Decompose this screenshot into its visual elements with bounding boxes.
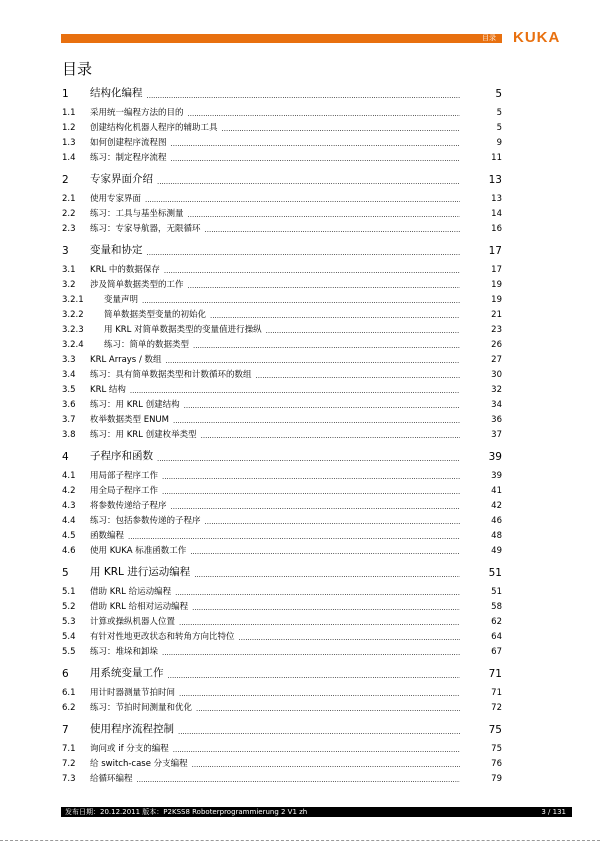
toc-entry[interactable] <box>62 118 502 133</box>
toc-leader-dots <box>128 533 460 541</box>
toc-entry-number: 4.6 <box>62 546 76 556</box>
toc-entry[interactable] <box>62 496 502 511</box>
toc-entry-title: 练习：简单的数据类型 <box>104 340 190 350</box>
toc-entry[interactable] <box>62 526 502 541</box>
toc-entry-number: 2 <box>62 174 69 186</box>
toc-leader-dots <box>205 226 460 234</box>
toc-entry-title: 练习：用 KRL 创建结构 <box>90 400 180 410</box>
toc-entry-title: KRL 中的数据保存 <box>90 265 160 275</box>
toc-entry-page: 26 <box>491 340 502 350</box>
toc-chapter-entry[interactable] <box>62 560 502 579</box>
toc-entry-number: 1.3 <box>62 138 76 148</box>
toc-entry-number: 4.5 <box>62 531 76 541</box>
toc-entry-number: 1.4 <box>62 153 76 163</box>
toc-chapter-entry[interactable] <box>62 661 502 680</box>
toc-entry[interactable] <box>62 365 502 380</box>
toc-entry-number: 7 <box>62 724 69 736</box>
toc-entry-page: 41 <box>491 486 502 496</box>
toc-entry-title: 如何创建程序流程图 <box>90 138 167 148</box>
toc-entry-number: 4.1 <box>62 471 76 481</box>
toc-entry[interactable] <box>62 305 502 320</box>
toc-leader-dots <box>171 503 460 511</box>
toc-leader-dots <box>194 571 460 579</box>
toc-entry-page: 27 <box>491 355 502 365</box>
toc-entry[interactable] <box>62 350 502 365</box>
toc-entry-title: 函数编程 <box>90 531 125 541</box>
toc-entry-page: 16 <box>491 224 502 234</box>
toc-entry-page: 17 <box>491 265 502 275</box>
toc-leader-dots <box>173 417 460 425</box>
toc-entry-title: 有针对性地更改状态和转角方向比特位 <box>90 632 235 642</box>
toc-leader-dots <box>184 402 460 410</box>
toc-entry-title: 给循环编程 <box>90 774 133 784</box>
toc-entry-number: 3.2.4 <box>62 340 84 350</box>
toc-entry-number: 3.3 <box>62 355 76 365</box>
toc-entry-number: 1.2 <box>62 123 76 133</box>
toc-entry-number: 3.4 <box>62 370 76 380</box>
toc-entry-title: 计算或操纵机器人位置 <box>90 617 176 627</box>
toc-entry-number: 5.4 <box>62 632 76 642</box>
toc-entry-page: 32 <box>491 385 502 395</box>
toc-leader-dots <box>188 211 460 219</box>
toc-entry-title: 练习：包括参数传递的子程序 <box>90 516 201 526</box>
toc-entry-title: 练习：堆垛和卸垛 <box>90 647 159 657</box>
toc-leader-dots <box>192 604 460 612</box>
toc-leader-dots <box>239 634 460 642</box>
toc-entry-number: 3.2.2 <box>62 310 84 320</box>
toc-entry-title: 结构化编程 <box>90 87 143 99</box>
toc-entry-number: 3.2.3 <box>62 325 84 335</box>
toc-entry[interactable] <box>62 754 502 769</box>
toc-leader-dots <box>210 312 460 320</box>
toc-entry-page: 34 <box>491 400 502 410</box>
toc-leader-dots <box>164 267 460 275</box>
table-of-contents <box>62 81 502 784</box>
toc-entry-title: 枚举数据类型 ENUM <box>90 415 169 425</box>
toc-leader-dots <box>175 589 460 597</box>
toc-entry-page: 67 <box>491 647 502 657</box>
toc-leader-dots <box>147 92 461 100</box>
toc-entry[interactable] <box>62 769 502 784</box>
toc-entry-page: 46 <box>491 516 502 526</box>
toc-entry-title: 将参数传递给子程序 <box>90 501 167 511</box>
kuka-logo: KUKA <box>513 29 561 46</box>
toc-entry-page: 5 <box>496 108 502 118</box>
toc-entry-number: 4.2 <box>62 486 76 496</box>
toc-entry-number: 3.8 <box>62 430 76 440</box>
toc-entry-title: 用计时器测量节拍时间 <box>90 688 176 698</box>
toc-entry-title: 使用 KUKA 标准函数工作 <box>90 546 187 556</box>
toc-entry-page: 19 <box>491 295 502 305</box>
toc-entry-page: 9 <box>496 138 502 148</box>
toc-entry-page: 72 <box>491 703 502 713</box>
toc-leader-dots <box>171 140 460 148</box>
toc-chapter-entry[interactable] <box>62 444 502 463</box>
toc-leader-dots <box>192 761 460 769</box>
toc-entry[interactable] <box>62 627 502 642</box>
toc-leader-dots <box>130 387 460 395</box>
toc-entry-title: 练习：节拍时间测量和优化 <box>90 703 193 713</box>
toc-entry[interactable] <box>62 597 502 612</box>
toc-entry-number: 1.1 <box>62 108 76 118</box>
toc-entry-number: 3.1 <box>62 265 76 275</box>
toc-leader-dots <box>166 357 460 365</box>
toc-chapter-entry[interactable] <box>62 238 502 257</box>
toc-entry-number: 5.1 <box>62 587 76 597</box>
toc-entry-title: 练习：工具与基坐标测量 <box>90 209 184 219</box>
toc-leader-dots <box>168 672 461 680</box>
toc-leader-dots <box>193 342 460 350</box>
toc-leader-dots <box>142 297 460 305</box>
toc-entry[interactable] <box>62 103 502 118</box>
toc-entry-title: 借助 KRL 给运动编程 <box>90 587 172 597</box>
toc-leader-dots <box>201 432 460 440</box>
toc-entry-number: 4 <box>62 451 69 463</box>
toc-entry-title: 用 KRL 进行运动编程 <box>90 566 191 578</box>
toc-leader-dots <box>145 196 460 204</box>
toc-entry-page: 79 <box>491 774 502 784</box>
toc-entry-page: 19 <box>491 280 502 290</box>
toc-entry-title: 练习：具有简单数据类型和计数循环的数组 <box>90 370 252 380</box>
toc-entry-page: 30 <box>491 370 502 380</box>
toc-chapter-entry[interactable] <box>62 167 502 186</box>
toc-entry-number: 1 <box>62 88 69 100</box>
toc-entry[interactable] <box>62 642 502 657</box>
toc-entry-title: 涉及简单数据类型的工作 <box>90 280 184 290</box>
toc-entry-page: 13 <box>491 194 502 204</box>
toc-leader-dots <box>222 125 460 133</box>
toc-entry[interactable] <box>62 481 502 496</box>
toc-leader-dots <box>147 249 461 257</box>
toc-entry-number: 6 <box>62 668 69 680</box>
toc-chapter-entry[interactable] <box>62 81 502 100</box>
toc-entry-page: 23 <box>491 325 502 335</box>
toc-entry[interactable] <box>62 189 502 204</box>
toc-entry-title: 采用统一编程方法的目的 <box>90 108 184 118</box>
toc-leader-dots <box>162 473 460 481</box>
toc-leader-dots <box>162 649 460 657</box>
toc-entry-number: 7.1 <box>62 744 76 754</box>
toc-entry-page: 5 <box>495 88 502 100</box>
footer-publication-info: 发布日期：20.12.2011 版本：P2KSS8 Roboterprogrammierung 2 V1 zh <box>65 808 308 816</box>
toc-leader-dots <box>190 548 460 556</box>
toc-entry-page: 62 <box>491 617 502 627</box>
toc-entry[interactable] <box>62 612 502 627</box>
toc-entry-title: 变量和协定 <box>90 244 143 256</box>
toc-leader-dots <box>196 705 460 713</box>
toc-entry-number: 7.3 <box>62 774 76 784</box>
toc-entry-number: 7.2 <box>62 759 76 769</box>
footer-bar <box>61 807 572 817</box>
toc-leader-dots <box>157 178 460 186</box>
toc-entry-title: 给 switch-case 分支编程 <box>90 759 188 769</box>
toc-leader-dots <box>162 488 460 496</box>
toc-entry[interactable] <box>62 739 502 754</box>
toc-entry-page: 76 <box>491 759 502 769</box>
toc-entry-title: 简单数据类型变量的初始化 <box>104 310 207 320</box>
toc-entry-page: 17 <box>488 245 502 257</box>
toc-entry[interactable] <box>62 410 502 425</box>
toc-entry-number: 5.2 <box>62 602 76 612</box>
toc-entry-number: 4.4 <box>62 516 76 526</box>
toc-entry-title: KRL Arrays / 数组 <box>90 355 162 365</box>
toc-leader-dots <box>173 746 460 754</box>
toc-entry-page: 14 <box>491 209 502 219</box>
toc-entry-page: 49 <box>491 546 502 556</box>
toc-leader-dots <box>205 518 460 526</box>
toc-entry[interactable] <box>62 148 502 163</box>
toc-entry-number: 6.2 <box>62 703 76 713</box>
page-divider <box>0 840 600 841</box>
toc-leader-dots <box>171 155 460 163</box>
toc-entry-page: 71 <box>488 668 502 680</box>
toc-entry-page: 71 <box>491 688 502 698</box>
toc-entry[interactable] <box>62 219 502 234</box>
toc-entry-title: 练习：制定程序流程 <box>90 153 167 163</box>
toc-leader-dots <box>178 728 460 736</box>
toc-entry-title: 用全局子程序工作 <box>90 486 159 496</box>
toc-leader-dots <box>256 372 460 380</box>
toc-entry[interactable] <box>62 204 502 219</box>
toc-entry-page: 51 <box>491 587 502 597</box>
toc-leader-dots <box>157 455 460 463</box>
toc-entry-title: 询问或 if 分支的编程 <box>90 744 169 754</box>
toc-entry-page: 11 <box>491 153 502 163</box>
toc-entry-title: 创建结构化机器人程序的辅助工具 <box>90 123 218 133</box>
toc-entry[interactable] <box>62 380 502 395</box>
toc-entry-number: 3 <box>62 245 69 257</box>
toc-entry-page: 42 <box>491 501 502 511</box>
toc-entry-title: 使用专家界面 <box>90 194 142 204</box>
toc-entry-title: 专家界面介绍 <box>90 173 153 185</box>
toc-chapter-entry[interactable] <box>62 717 502 736</box>
header-section-label: 目录 <box>482 34 496 42</box>
toc-entry-number: 5 <box>62 567 69 579</box>
toc-entry-number: 2.1 <box>62 194 76 204</box>
toc-leader-dots <box>137 776 460 784</box>
toc-entry-page: 58 <box>491 602 502 612</box>
toc-entry[interactable] <box>62 335 502 350</box>
toc-entry-title: 用系统变量工作 <box>90 667 164 679</box>
toc-entry[interactable] <box>62 582 502 597</box>
toc-entry-page: 75 <box>491 744 502 754</box>
toc-entry[interactable] <box>62 290 502 305</box>
toc-entry-title: 练习：用 KRL 创建枚举类型 <box>90 430 197 440</box>
toc-entry-page: 5 <box>496 123 502 133</box>
toc-entry-page: 21 <box>491 310 502 320</box>
toc-entry-title: 借助 KRL 给相对运动编程 <box>90 602 189 612</box>
toc-entry-title: KRL 结构 <box>90 385 126 395</box>
toc-entry-number: 3.5 <box>62 385 76 395</box>
toc-leader-dots <box>188 282 460 290</box>
toc-entry[interactable] <box>62 466 502 481</box>
toc-leader-dots <box>266 327 460 335</box>
toc-entry-number: 3.2 <box>62 280 76 290</box>
toc-entry-number: 3.2.1 <box>62 295 84 305</box>
toc-entry[interactable] <box>62 425 502 440</box>
toc-entry-page: 51 <box>488 567 502 579</box>
toc-entry-page: 36 <box>491 415 502 425</box>
toc-entry-title: 用 KRL 对简单数据类型的变量值进行操纵 <box>104 325 262 335</box>
toc-entry-number: 2.2 <box>62 209 76 219</box>
toc-entry[interactable] <box>62 320 502 335</box>
toc-entry-page: 48 <box>491 531 502 541</box>
toc-entry[interactable] <box>62 541 502 556</box>
toc-entry-title: 变量声明 <box>104 295 139 305</box>
toc-entry[interactable] <box>62 260 502 275</box>
toc-entry-page: 64 <box>491 632 502 642</box>
toc-leader-dots <box>179 619 460 627</box>
toc-entry-title: 用局部子程序工作 <box>90 471 159 481</box>
toc-entry-title: 子程序和函数 <box>90 450 153 462</box>
toc-entry[interactable] <box>62 698 502 713</box>
toc-leader-dots <box>179 690 460 698</box>
toc-entry-number: 5.5 <box>62 647 76 657</box>
toc-entry-page: 75 <box>488 724 502 736</box>
toc-entry[interactable] <box>62 133 502 148</box>
toc-entry-title: 练习：专家导航器，无限循环 <box>90 224 201 234</box>
toc-leader-dots <box>188 110 460 118</box>
toc-entry-number: 2.3 <box>62 224 76 234</box>
toc-entry-title: 使用程序流程控制 <box>90 723 174 735</box>
toc-entry[interactable] <box>62 683 502 698</box>
toc-entry[interactable] <box>62 511 502 526</box>
page-number: 3 / 131 <box>541 808 566 816</box>
toc-entry-number: 3.6 <box>62 400 76 410</box>
toc-entry-number: 5.3 <box>62 617 76 627</box>
toc-entry[interactable] <box>62 275 502 290</box>
toc-entry-number: 6.1 <box>62 688 76 698</box>
toc-entry[interactable] <box>62 395 502 410</box>
toc-entry-page: 37 <box>491 430 502 440</box>
toc-entry-page: 39 <box>488 451 502 463</box>
toc-entry-page: 39 <box>491 471 502 481</box>
toc-entry-number: 3.7 <box>62 415 76 425</box>
page-title: 目录 <box>62 60 93 78</box>
header-bar <box>61 34 502 43</box>
toc-entry-number: 4.3 <box>62 501 76 511</box>
toc-entry-page: 13 <box>488 174 502 186</box>
